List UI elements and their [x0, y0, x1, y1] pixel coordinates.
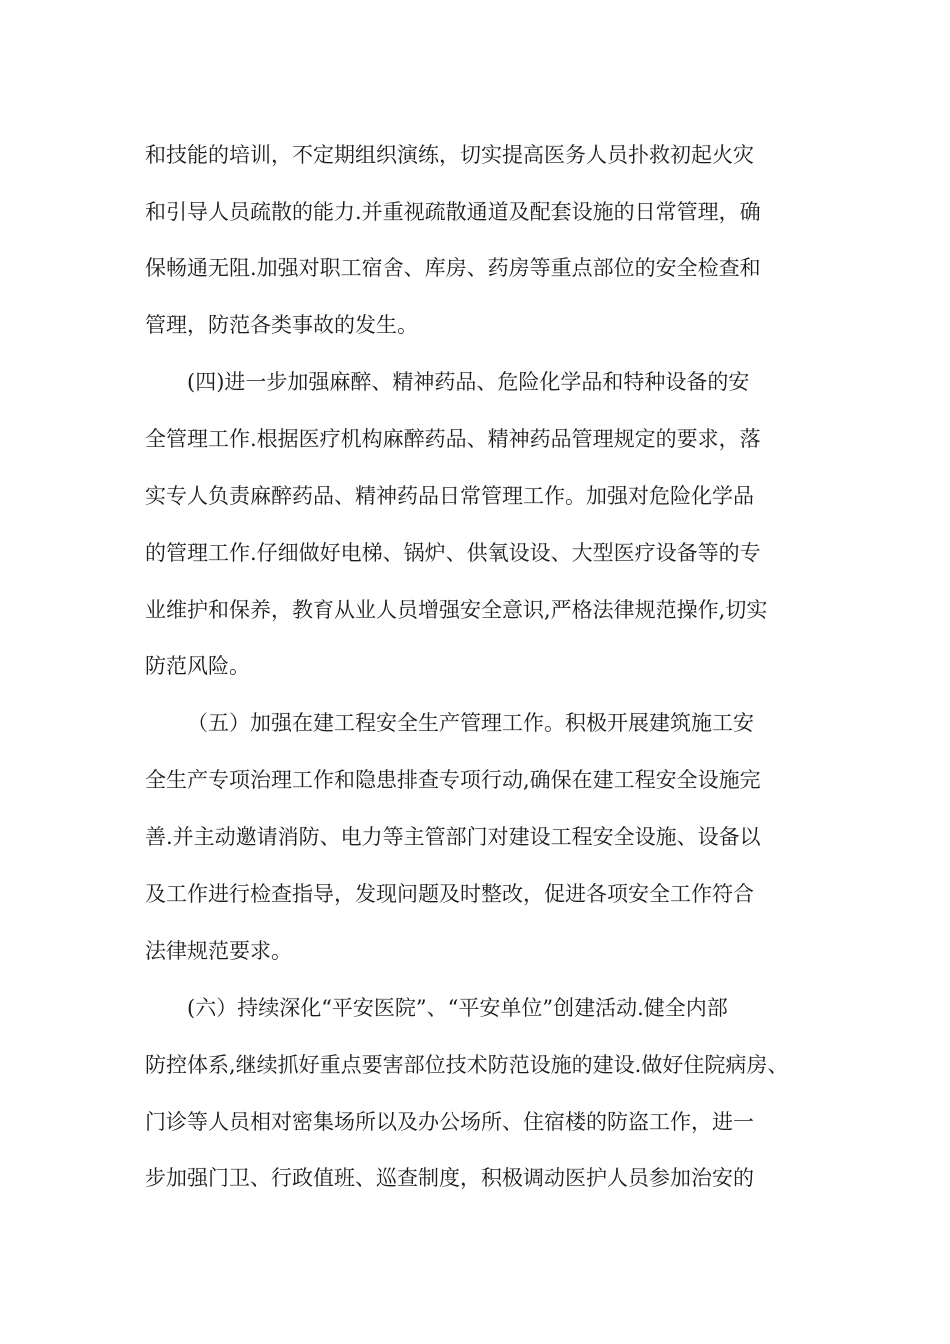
paragraph-start-line: (四)进一步加强麻醉、精神药品、危险化学品和特种设备的安 [187, 370, 750, 394]
text-line: 门诊等人员相对密集场所以及办公场所、住宿楼的防盗工作，进一 [145, 1110, 754, 1134]
paragraph-start-line: （五）加强在建工程安全生产管理工作。积极开展建筑施工安 [187, 711, 754, 735]
text-line: 防控体系,继续抓好重点要害部位技术防范设施的建设.做好住院病房、 [145, 1053, 789, 1077]
text-line: 法律规范要求。 [145, 939, 292, 963]
text-line: 及工作进行检查指导，发现问题及时整改，促进各项安全工作符合 [145, 882, 754, 906]
text-line: 保畅通无阻.加强对职工宿舍、库房、药房等重点部位的安全检查和 [145, 256, 761, 280]
text-line: 管理，防范各类事故的发生。 [145, 313, 418, 337]
text-line: 全生产专项治理工作和隐患排查专项行动,确保在建工程安全设施完 [145, 768, 761, 792]
text-line: 步加强门卫、行政值班、巡查制度，积极调动医护人员参加治安的 [145, 1166, 754, 1190]
text-line: 和技能的培训，不定期组织演练，切实提高医务人员扑救初起火灾 [145, 143, 754, 167]
text-line: 和引导人员疏散的能力.并重视疏散通道及配套设施的日常管理，确 [145, 200, 761, 224]
paragraph-start-line: (六）持续深化“平安医院”、“平安单位”创建活动.健全内部 [187, 996, 728, 1020]
text-line: 善.并主动邀请消防、电力等主管部门对建设工程安全设施、设备以 [145, 825, 761, 849]
text-line: 全管理工作.根据医疗机构麻醉药品、精神药品管理规定的要求，落 [145, 427, 761, 451]
text-line: 实专人负责麻醉药品、精神药品日常管理工作。加强对危险化学品 [145, 484, 754, 508]
text-line: 防范风险。 [145, 654, 250, 678]
text-line: 业维护和保养，教育从业人员增强安全意识,严格法律规范操作,切实 [145, 598, 768, 622]
text-line: 的管理工作.仔细做好电梯、锅炉、供氧设设、大型医疗设备等的专 [145, 541, 761, 565]
